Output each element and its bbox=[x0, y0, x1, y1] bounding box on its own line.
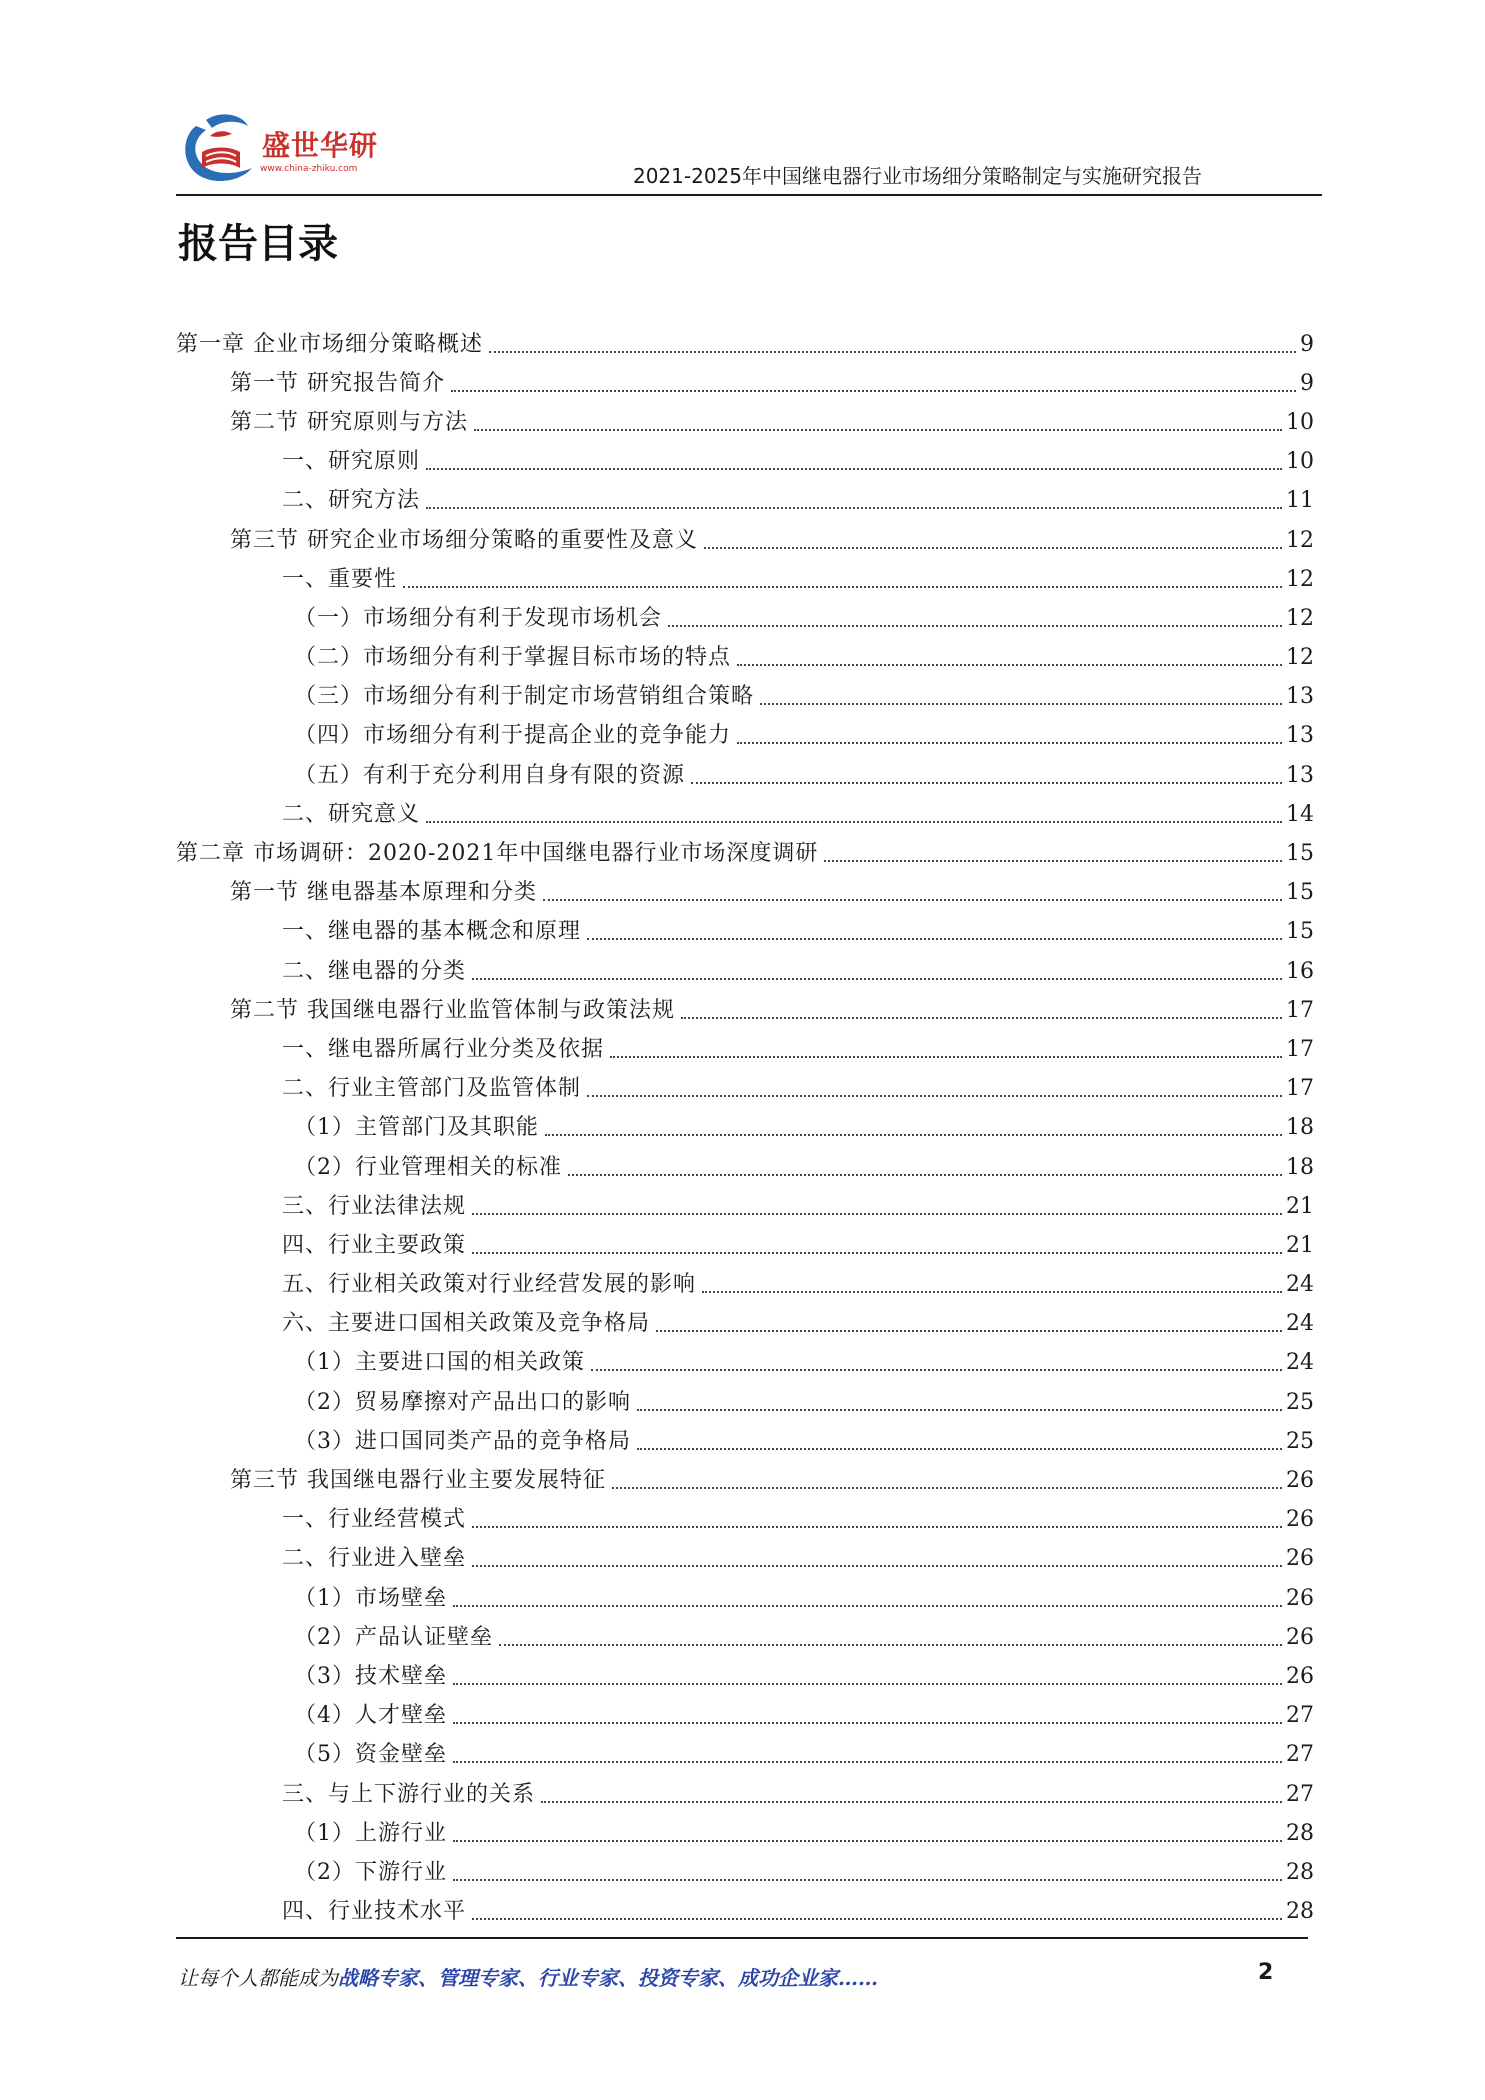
toc-entry-page: 9 bbox=[1300, 331, 1314, 357]
toc-entry-label: 五、行业相关政策对行业经营发展的影响 bbox=[282, 1272, 697, 1298]
toc-entry[interactable] bbox=[176, 1187, 1314, 1226]
toc-entry[interactable] bbox=[176, 1618, 1314, 1657]
toc-entry-label: （1）主要进口国的相关政策 bbox=[294, 1350, 585, 1376]
toc-entry[interactable] bbox=[176, 756, 1314, 795]
toc-entry-label: 一、重要性 bbox=[282, 566, 398, 592]
toc-entry-page: 26 bbox=[1286, 1507, 1314, 1533]
toc-entry[interactable] bbox=[176, 639, 1314, 678]
toc-entry-label: 第一章 企业市场细分策略概述 bbox=[176, 331, 483, 357]
toc-entry-page: 16 bbox=[1286, 958, 1314, 984]
toc-dot-leader bbox=[760, 703, 1282, 705]
toc-entry-label: （3）进口国同类产品的竞争格局 bbox=[294, 1428, 631, 1454]
toc-entry-page: 27 bbox=[1286, 1781, 1314, 1807]
toc-entry-page: 10 bbox=[1286, 449, 1314, 475]
toc-entry-label: （3）技术壁垒 bbox=[294, 1663, 447, 1689]
toc-dot-leader bbox=[453, 1840, 1282, 1842]
slogan-highlight: 战略专家、管理专家、行业专家、投资专家、成功企业家…… bbox=[338, 1966, 878, 1990]
toc-dot-leader bbox=[426, 468, 1282, 470]
toc-entry[interactable] bbox=[176, 560, 1314, 599]
toc-dot-leader bbox=[453, 1722, 1282, 1724]
page-number: 2 bbox=[1258, 1960, 1274, 1985]
toc-dot-leader bbox=[499, 1644, 1282, 1646]
toc-entry-label: （2）下游行业 bbox=[294, 1859, 447, 1885]
table-of-contents bbox=[176, 325, 1314, 1932]
toc-entry[interactable] bbox=[176, 1775, 1314, 1814]
toc-entry-page: 18 bbox=[1286, 1154, 1314, 1180]
toc-entry-label: 第三节 我国继电器行业主要发展特征 bbox=[230, 1468, 606, 1494]
toc-entry-label: （1）上游行业 bbox=[294, 1820, 447, 1846]
toc-entry-page: 17 bbox=[1286, 1036, 1314, 1062]
toc-entry[interactable] bbox=[176, 599, 1314, 638]
toc-entry-label: （5）资金壁垒 bbox=[294, 1742, 447, 1768]
toc-entry[interactable] bbox=[176, 913, 1314, 952]
toc-entry-page: 27 bbox=[1286, 1742, 1314, 1768]
toc-entry[interactable] bbox=[176, 1070, 1314, 1109]
toc-entry[interactable] bbox=[176, 1697, 1314, 1736]
toc-dot-leader bbox=[472, 978, 1282, 980]
toc-entry-label: （1）市场壁垒 bbox=[294, 1585, 447, 1611]
toc-entry-page: 28 bbox=[1286, 1859, 1314, 1885]
toc-entry-page: 12 bbox=[1286, 605, 1314, 631]
toc-entry[interactable] bbox=[176, 834, 1314, 873]
toc-entry-label: 二、行业主管部门及监管体制 bbox=[282, 1076, 582, 1102]
toc-entry[interactable] bbox=[176, 1226, 1314, 1265]
toc-entry[interactable] bbox=[176, 521, 1314, 560]
toc-entry[interactable] bbox=[176, 403, 1314, 442]
toc-entry-page: 21 bbox=[1286, 1193, 1314, 1219]
toc-entry-label: 第一节 继电器基本原理和分类 bbox=[230, 880, 537, 906]
toc-dot-leader bbox=[637, 1409, 1282, 1411]
toc-entry-label: （2）行业管理相关的标准 bbox=[294, 1154, 562, 1180]
toc-entry-label: 第二节 我国继电器行业监管体制与政策法规 bbox=[230, 997, 675, 1023]
toc-entry-label: 第二节 研究原则与方法 bbox=[230, 409, 468, 435]
toc-dot-leader bbox=[451, 390, 1296, 392]
toc-entry-label: 二、行业进入壁垒 bbox=[282, 1546, 467, 1572]
toc-dot-leader bbox=[403, 586, 1282, 588]
toc-entry[interactable] bbox=[176, 1657, 1314, 1696]
toc-dot-leader bbox=[704, 547, 1282, 549]
toc-entry-page: 13 bbox=[1286, 723, 1314, 749]
toc-dot-leader bbox=[472, 1918, 1282, 1920]
toc-entry-page: 10 bbox=[1286, 409, 1314, 435]
toc-dot-leader bbox=[545, 1134, 1282, 1136]
toc-dot-leader bbox=[568, 1174, 1282, 1176]
header-divider bbox=[176, 194, 1322, 196]
toc-dot-leader bbox=[668, 625, 1282, 627]
toc-entry[interactable] bbox=[176, 1344, 1314, 1383]
toc-dot-leader bbox=[612, 1487, 1282, 1489]
toc-entry[interactable] bbox=[176, 1266, 1314, 1305]
toc-dot-leader bbox=[474, 429, 1282, 431]
toc-dot-leader bbox=[656, 1330, 1282, 1332]
toc-entry-page: 26 bbox=[1286, 1546, 1314, 1572]
toc-entry-page: 13 bbox=[1286, 762, 1314, 788]
toc-entry-page: 21 bbox=[1286, 1232, 1314, 1258]
slogan-prefix: 让每个人都能成为 bbox=[178, 1966, 338, 1990]
logo-url: www.china-zhiku.com bbox=[260, 164, 358, 174]
toc-entry[interactable] bbox=[176, 795, 1314, 834]
toc-dot-leader bbox=[681, 1017, 1282, 1019]
page-header bbox=[176, 100, 1322, 198]
toc-entry-page: 26 bbox=[1286, 1468, 1314, 1494]
toc-entry-label: （2）产品认证壁垒 bbox=[294, 1624, 493, 1650]
toc-entry-page: 14 bbox=[1286, 801, 1314, 827]
toc-entry[interactable] bbox=[176, 1030, 1314, 1069]
toc-entry-page: 25 bbox=[1286, 1389, 1314, 1415]
toc-entry-page: 24 bbox=[1286, 1272, 1314, 1298]
toc-dot-leader bbox=[453, 1605, 1282, 1607]
toc-dot-leader bbox=[453, 1683, 1282, 1685]
toc-dot-leader bbox=[472, 1213, 1282, 1215]
toc-dot-leader bbox=[426, 821, 1282, 823]
toc-entry[interactable] bbox=[176, 678, 1314, 717]
toc-entry-label: 二、继电器的分类 bbox=[282, 958, 467, 984]
toc-dot-leader bbox=[426, 507, 1282, 509]
footer-divider bbox=[176, 1937, 1308, 1939]
toc-dot-leader bbox=[453, 1879, 1282, 1881]
toc-entry-page: 15 bbox=[1286, 880, 1314, 906]
toc-entry-page: 12 bbox=[1286, 527, 1314, 553]
toc-dot-leader bbox=[691, 782, 1282, 784]
toc-entry-page: 26 bbox=[1286, 1663, 1314, 1689]
toc-entry-label: （五）有利于充分利用自身有限的资源 bbox=[294, 762, 686, 788]
toc-entry-label: 六、主要进口国相关政策及竞争格局 bbox=[282, 1311, 651, 1337]
toc-entry-page: 26 bbox=[1286, 1624, 1314, 1650]
toc-entry[interactable] bbox=[176, 1305, 1314, 1344]
report-title: 2021-2025年中国继电器行业市场细分策略制定与实施研究报告 bbox=[632, 164, 1202, 188]
toc-entry[interactable] bbox=[176, 1148, 1314, 1187]
toc-entry[interactable] bbox=[176, 364, 1314, 403]
toc-entry-page: 26 bbox=[1286, 1585, 1314, 1611]
toc-entry[interactable] bbox=[176, 1109, 1314, 1148]
toc-entry[interactable] bbox=[176, 1501, 1314, 1540]
toc-entry[interactable] bbox=[176, 874, 1314, 913]
logo-emblem-icon bbox=[176, 106, 262, 190]
toc-dot-leader bbox=[587, 938, 1282, 940]
toc-dot-leader bbox=[543, 899, 1282, 901]
toc-entry-label: 一、行业经营模式 bbox=[282, 1507, 467, 1533]
toc-entry-page: 12 bbox=[1286, 645, 1314, 671]
toc-entry[interactable] bbox=[176, 1383, 1314, 1422]
toc-dot-leader bbox=[637, 1448, 1282, 1450]
toc-entry-page: 15 bbox=[1286, 919, 1314, 945]
toc-entry[interactable] bbox=[176, 1853, 1314, 1892]
toc-entry-label: （4）人才壁垒 bbox=[294, 1703, 447, 1729]
toc-dot-leader bbox=[541, 1801, 1282, 1803]
toc-dot-leader bbox=[472, 1526, 1282, 1528]
toc-entry-label: （二）市场细分有利于掌握目标市场的特点 bbox=[294, 645, 732, 671]
company-logo bbox=[176, 106, 396, 190]
toc-entry-label: 三、与上下游行业的关系 bbox=[282, 1781, 536, 1807]
toc-entry-page: 15 bbox=[1286, 841, 1314, 867]
toc-entry-page: 11 bbox=[1286, 488, 1314, 514]
toc-entry-label: 四、行业主要政策 bbox=[282, 1232, 467, 1258]
toc-dot-leader bbox=[737, 742, 1282, 744]
toc-entry-label: 一、继电器的基本概念和原理 bbox=[282, 919, 582, 945]
toc-entry[interactable] bbox=[176, 1893, 1314, 1932]
toc-entry-label: 二、研究方法 bbox=[282, 488, 421, 514]
toc-entry-page: 9 bbox=[1300, 370, 1314, 396]
toc-entry[interactable] bbox=[176, 1814, 1314, 1853]
footer-slogan bbox=[178, 1962, 878, 1991]
toc-entry-label: 第二章 市场调研：2020-2021年中国继电器行业市场深度调研 bbox=[176, 841, 819, 867]
toc-entry[interactable] bbox=[176, 1422, 1314, 1461]
toc-entry-page: 25 bbox=[1286, 1428, 1314, 1454]
toc-entry[interactable] bbox=[176, 1579, 1314, 1618]
toc-entry-page: 24 bbox=[1286, 1350, 1314, 1376]
toc-entry-label: （四）市场细分有利于提高企业的竞争能力 bbox=[294, 723, 732, 749]
toc-entry-label: 一、研究原则 bbox=[282, 449, 421, 475]
toc-dot-leader bbox=[472, 1565, 1282, 1567]
toc-entry-label: 一、继电器所属行业分类及依据 bbox=[282, 1036, 605, 1062]
toc-entry[interactable] bbox=[176, 717, 1314, 756]
logo-name: 盛世华研 bbox=[262, 129, 379, 162]
toc-entry[interactable] bbox=[176, 325, 1314, 364]
toc-entry-page: 27 bbox=[1286, 1703, 1314, 1729]
toc-entry-page: 24 bbox=[1286, 1311, 1314, 1337]
toc-entry-label: 四、行业技术水平 bbox=[282, 1899, 467, 1925]
toc-entry-page: 12 bbox=[1286, 566, 1314, 592]
toc-entry-page: 28 bbox=[1286, 1820, 1314, 1846]
toc-entry-page: 18 bbox=[1286, 1115, 1314, 1141]
toc-entry-page: 17 bbox=[1286, 1076, 1314, 1102]
toc-entry[interactable] bbox=[176, 482, 1314, 521]
toc-dot-leader bbox=[489, 351, 1296, 353]
toc-entry-label: 三、行业法律法规 bbox=[282, 1193, 467, 1219]
toc-entry-label: （三）市场细分有利于制定市场营销组合策略 bbox=[294, 684, 755, 710]
page-title: 报告目录 bbox=[178, 221, 338, 267]
toc-entry[interactable] bbox=[176, 991, 1314, 1030]
toc-dot-leader bbox=[591, 1369, 1282, 1371]
toc-entry[interactable] bbox=[176, 1540, 1314, 1579]
toc-dot-leader bbox=[702, 1291, 1282, 1293]
toc-entry[interactable] bbox=[176, 1461, 1314, 1500]
toc-entry-page: 17 bbox=[1286, 997, 1314, 1023]
toc-entry[interactable] bbox=[176, 1736, 1314, 1775]
toc-entry-label: （一）市场细分有利于发现市场机会 bbox=[294, 605, 663, 631]
toc-entry-page: 28 bbox=[1286, 1899, 1314, 1925]
toc-entry-label: 二、研究意义 bbox=[282, 801, 421, 827]
toc-dot-leader bbox=[610, 1056, 1282, 1058]
toc-entry-label: 第三节 研究企业市场细分策略的重要性及意义 bbox=[230, 527, 698, 553]
toc-entry-label: 第一节 研究报告简介 bbox=[230, 370, 445, 396]
toc-entry-label: （1）主管部门及其职能 bbox=[294, 1115, 539, 1141]
toc-dot-leader bbox=[587, 1095, 1282, 1097]
toc-dot-leader bbox=[453, 1761, 1282, 1763]
toc-entry-label: （2）贸易摩擦对产品出口的影响 bbox=[294, 1389, 631, 1415]
toc-dot-leader bbox=[737, 664, 1282, 666]
toc-entry[interactable] bbox=[176, 443, 1314, 482]
toc-dot-leader bbox=[824, 860, 1282, 862]
toc-entry[interactable] bbox=[176, 952, 1314, 991]
toc-dot-leader bbox=[472, 1252, 1282, 1254]
toc-entry-page: 13 bbox=[1286, 684, 1314, 710]
